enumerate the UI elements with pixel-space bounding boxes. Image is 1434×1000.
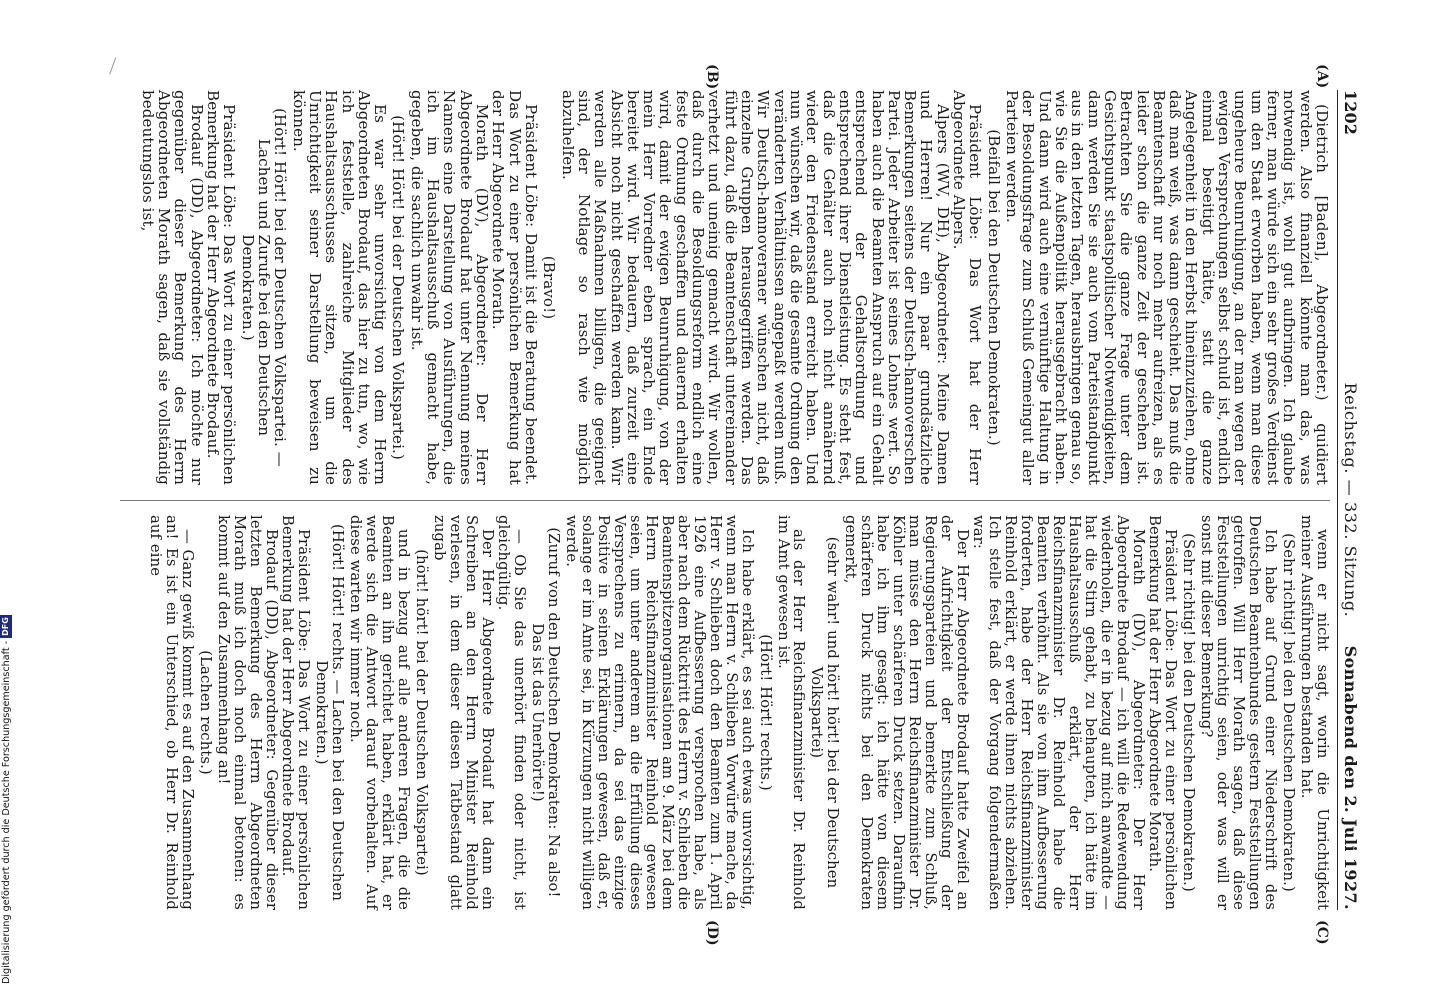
session-date: Sonnabend den 2. Juli 1927. xyxy=(1341,645,1360,910)
paragraph: Der Herr Abgeordnete Brodauf hat dann ein Schreiben an den Herrn Minister Reinhold verlesen, in dem dieser diesen Tatbestand glatt zugab xyxy=(430,515,496,910)
paragraph: Morath (DV), Abgeordneter: Der Herr Abgeordnete Brodauf hat unter Nennung meines Namens eine Darstellung von Ausführungen, die ich im Haushaltsausschuß gemacht habe, gegeben, die sachlich unwahr ist. xyxy=(407,90,492,485)
interjection: (Hört! Hört! bei der Deutschen Volkspartei. — Lachen und Zurufe bei den Deutschen Demokraten.) xyxy=(238,108,290,467)
paragraph: Präsident Löbe: Das Wort hat der Herr Abgeordnete Alpers. xyxy=(950,90,985,485)
paragraph: (Dietrich [Baden], Abgeordneter.) quidiert werden. Also finanziell könnte man das, was notwendig ist, wohl gut aufbringen. Ich glaube ferner, man würde sich ein sehr großes Verdienst um den Staat erworben haben, wenn man diese ungeheure Beunruhigung, an der man wegen der ewigen Versprechungen selbst schuld ist, endlich einmal beseitigt hätte, statt die ganze Angelegenheit in den Herbst hineinzuziehen, ohne daß man weiß, was dann geschieht. Das muß die Beamtenschaft nur noch mehr aufreizen, als es leider schon die ganze Zeit der geschehen ist. Betrachten Sie die ganze Frage unter dem Gesichtspunkt staatspolitischer Notwendigkeiten, dann werden Sie sie auch vom Parteistandpunkt aus in den letzten Tagen, herausbringen genau so, wie Sie die Außenpolitik herausgebracht haben. Und dann wird auch eine vernünftige Haltung in der Besoldungsfrage zum Schluß Gemeingut aller Parteien werden. xyxy=(1003,90,1331,485)
interjection: (Sehr richtig! bei den Deutschen Demokraten.) xyxy=(1180,533,1198,892)
page-number: 1202 xyxy=(1341,90,1360,135)
interjection: (Beifall bei den Deutschen Demokraten.) xyxy=(984,129,1003,446)
page-header xyxy=(1337,90,1360,910)
paragraph: Präsident Löbe: Das Wort zu einer persönlichen Bemerkung hat der Herr Abgeordnete Morath. xyxy=(1146,515,1180,910)
interjection: (Sehr richtig! bei den Deutschen Demokraten.) xyxy=(1280,533,1298,892)
interjection: (Zuruf von den Deutschen Demokraten: Na also! Das ist das Unerhörte!) xyxy=(528,527,562,898)
interjection: (sehr wahr! und hört! hört! bei der Deutschen Volkspartei) xyxy=(808,536,842,889)
digitization-credit xyxy=(0,15,12,1000)
paragraph: Brodauf (DD), Abgeordneter: Ich möchte nur gegenüber dieser Bemerkung des Herrn Abgeordneten Morath sagen, daß sie vollständig bedeutungslos ist, xyxy=(138,90,206,485)
interjection: (Lachen rechts.) xyxy=(197,650,215,775)
margin-mark-d: (D) xyxy=(704,920,720,946)
right-text-column xyxy=(147,515,1330,910)
paragraph: Ich habe auf Grund einer Niederschrift des Deutschen Beamtenbundes gestern Feststellungen getroffen. Will Herr Morath sagen, daß diese Feststellungen unrichtig seien, oder was will er sonst mit dieser Bemerkung? xyxy=(1198,515,1280,910)
digitization-credit-text: Digitalisierung gefördert durch die Deutsche Forschungsgemeinschaft - xyxy=(1,640,12,984)
paragraph: und in bezug auf alle anderen Fragen, die die Beamten an ihn gerichtet haben, erklärt hat, er werde sich die Antwort darauf vorbehalten. Auf diese warten wir immer noch. xyxy=(346,515,412,910)
margin-mark-b: (B) xyxy=(704,64,720,90)
interjection: (Bravo!) xyxy=(540,255,559,320)
paragraph: Präsident Löbe: Das Wort zu einer persönlichen Bemerkung hat der Herr Abgeordnete Brodauf. xyxy=(204,90,239,485)
paragraph: Präsident Löbe: Damit ist die Beratung beendet. Das Wort zu einer persönlichen Bemerkung hat der Herr Abgeordnete Morath. xyxy=(489,90,540,485)
paragraph: Es war sehr unvorsichtig von dem Herrn Abgeordneten Brodauf, das hier zu tun, wo, wie ich feststelle, zahlreiche Mitglieder des Haushaltsausschusses sitzen, um die Unrichtigkeit seiner Darstellung beweisen zu können. xyxy=(289,90,390,485)
rotated-document-page xyxy=(110,64,1360,946)
session-title: Reichstag. — 332. Sitzung. xyxy=(1341,382,1360,618)
dfg-logo: DFG xyxy=(1,617,10,636)
paragraph: Brodauf (DD), Abgeordneter: Gegenüber dieser letzten Bemerkung des Herrn Abgeordneten Morath muß ich doch noch einmal betonen: es kommt auf den Zusammenhang an! xyxy=(215,515,280,910)
paragraph: Präsident Löbe: Das Wort zu einer persönlichen Bemerkung hat der Herr Abgeordnete Brodauf. xyxy=(278,515,312,910)
margin-mark-c: (C) xyxy=(1314,920,1330,945)
paragraph: — Ganz gewiß kommt es auf den Zusammenhang an! Es ist ein Unterschied, ob Herr Dr. Reinhold auf eine xyxy=(147,515,197,910)
interjection: (Hört! Hört! bei der Deutschen Volkspartei.) xyxy=(389,115,408,460)
interjection: (hört! hört! bei der Deutschen Volkspartei) xyxy=(412,549,430,876)
interjection: (Hört! Hört! rechts.) xyxy=(756,634,774,791)
paragraph: — Ob Sie das unerhört finden oder nicht, ist gleichgültig. xyxy=(494,515,528,910)
paragraph: Alpers (WV, DH), Abgeordneter: Meine Damen und Herren! Nur ein paar grundsätzliche Bemerkungen seitens der Deutsch-hannoverschen Partei. Jeder Arbeiter ist seines Lohnes wert. So haben auch die Beamten Anspruch auf ein Gehalt entsprechend der Gehaltsordnung und entsprechend ihrer Dienstleistung. Es steht fest, daß die Gehälter auch noch nicht annähernd wieder den Friedensstand erreicht haben. Und nun wünschen wir, daß die gesamte Ordnung den veränderten Verhältnissen angepaßt werden muß. Wir Deutsch-hannoveraner wünschen nicht, daß einzelne Gruppen herausgegriffen werden. Das führt dazu, daß die Beamtenschaft untereinander verhetzt und uneinig gemacht wird. Wir wollen, daß durch die Besoldungsreform endlich eine feste Ordnung geschaffen und dauernd erhalten wird, damit der ewigen Beunruhigung, von der mein Herr Vorredner eben sprach, ein Ende bereitet wird. Wir bedauern, daß zurzeit eine Absicht noch nicht geschaffen werden kann. Wir werden alle Maßnahmen billigen, die geeignet sind, der Notlage so rasch wie möglich abzuhelfen. xyxy=(558,90,952,485)
left-text-column xyxy=(140,90,1331,485)
paragraph: wenn er nicht sagt, worin die Unrichtigkeit meiner Ausführungen bestanden hat. xyxy=(1298,515,1331,910)
column-divider xyxy=(120,500,1330,501)
interjection: (Hört! Hört! rechts. — Lachen bei den Deutschen Demokraten.) xyxy=(312,524,346,901)
paragraph: Ich habe erklärt, es sei auch etwas unvorsichtig, wenn man Herrn v. Schlieben Vorwürfe mache, da Herr v. Schlieben doch den Beamten zum 1. April 1926 eine Aufbesserung versprochen habe, als aber nach dem Rücktritt des Herrn v. Schlieben die Beamtenspitzenorganisationen am 9. März bei dem Herrn Reichsfinanzminister Reinhold gewesen seien, um unter anderem an die Erfüllung dieses Versprechens zu erinnern, da sei das einzige Positive in seinen Erklärungen gewesen, daß er, solange er im Amte sei, in Kürzungen nicht willigen werde. xyxy=(562,515,756,910)
scan-artifact xyxy=(109,57,122,76)
margin-mark-a: (A) xyxy=(1314,64,1330,89)
paragraph: Der Herr Abgeordnete Brodauf hatte Zweifel an der Aufrichtigkeit der Entschließung der Regierungsparteien und bemerkte zum Schluß, man müsse den Herrn Reichsfinanzminister Dr. Köhler unter schärferen Druck setzen. Daraufhin habe ich ihm gesagt: ich hätte von diesem schärferen Druck nichts bei den Demokraten gemerkt, xyxy=(842,515,972,910)
paragraph: Morath (DV), Abgeordneter: Der Herr Abgeordnete Brodauf — ich will die Redewendung wiederholen, die er in bezug auf mich anwandte — hat die Stirn gehabt, zu behaupten, ich hätte im Haushaltsausschuß erklärt, der Herr Reichsfinanzminister Dr. Reinhold habe die Beamten verhöhnt. Als sie von ihm Aufbesserung forderten, habe der Herr Reichsfinanzminister Reinhold erklärt, er werde ihnen nichts abziehen. Ich stelle fest, daß der Vorgang folgendermaßen war: xyxy=(970,515,1148,910)
paragraph: als der Herr Reichsfinanzminister Dr. Reinhold im Amt gewesen ist. xyxy=(774,515,808,910)
